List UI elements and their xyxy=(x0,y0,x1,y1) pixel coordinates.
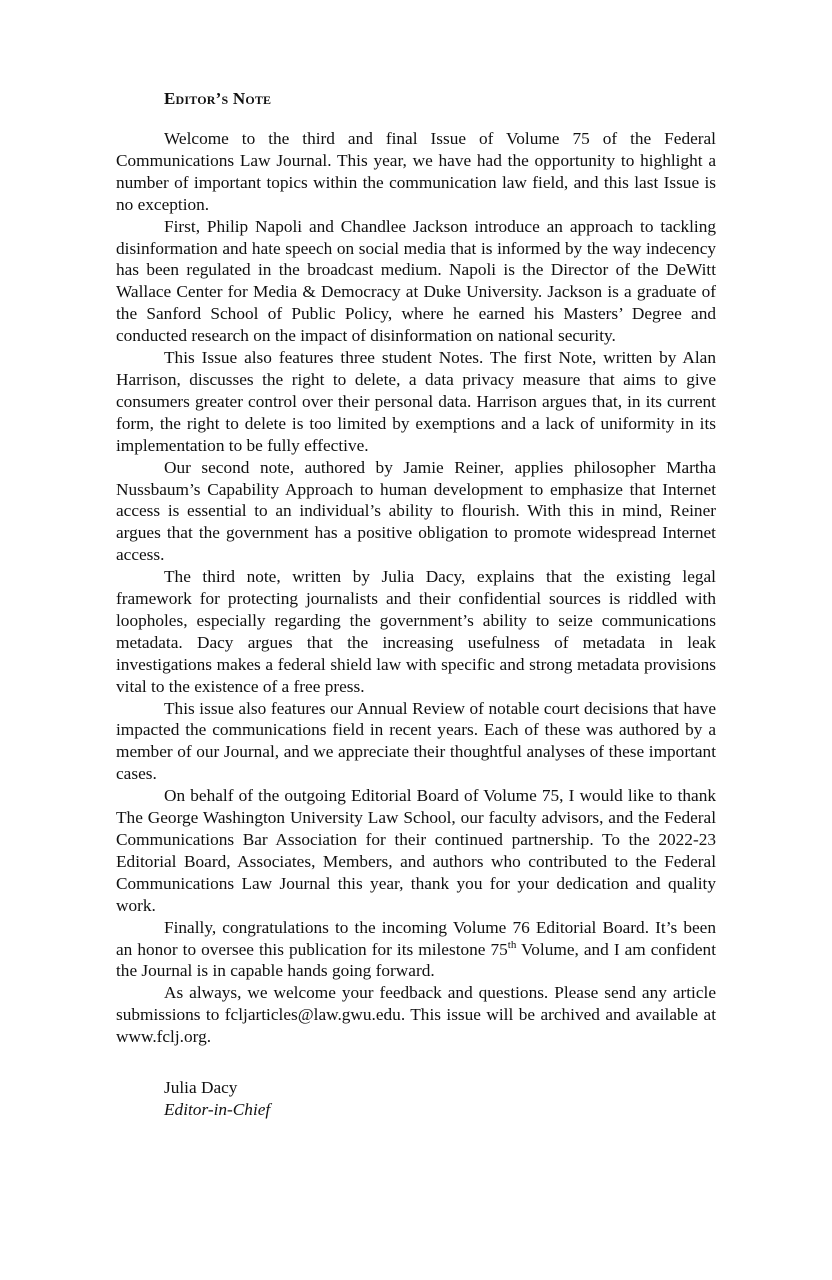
paragraph-welcome: Welcome to the third and final Issue of Volume 75 of the Federal Communications Law Journal. This year, we have had the opportunity to highlight a number of important topics within the communication law field, and this last Issue is no exception. xyxy=(116,129,716,214)
page-title: Editor’s Note xyxy=(164,89,272,108)
milestone-text-after: Volume, and I am confident the Journal is in capable hands going forward. xyxy=(116,939,716,981)
paragraph-milestone xyxy=(116,917,716,983)
paragraph-reiner-note: Our second note, authored by Jamie Reiner, applies philosopher Martha Nussbaum’s Capability Approach to human development to emphasize that Internet access is essential to an individual’s ability to flourish. With this in mind, Reiner argues that the government has a positive obligation to promote widespread Internet access. xyxy=(116,457,716,565)
signature-title: Editor-in-Chief xyxy=(164,1100,271,1120)
signature-block xyxy=(164,1077,716,1121)
paragraph-closing: As always, we welcome your feedback and questions. Please send any article submissions to fcljarticles@law.gwu.edu. This issue will be archived and available at www.fclj.org. xyxy=(116,983,716,1047)
paragraph-harrison-note: This Issue also features three student Notes. The first Note, written by Alan Harrison, discusses the right to delete, a data privacy measure that aims to give consumers greater control over their personal data. Harrison argues that, in its current form, the right to delete is too limited by exemptions and a lack of uniformity in its implementation to be fully effective. xyxy=(116,348,716,455)
milestone-text-before: Finally, congratulations to the incoming Volume 76 Editorial Board. It’s been an honor to oversee this publication for its milestone 75 xyxy=(116,917,716,959)
editors-note-page xyxy=(116,86,716,1121)
paragraph-acknowledgements: On behalf of the outgoing Editorial Board of Volume 75, I would like to thank The George Washington University Law School, our faculty advisors, and the Federal Communications Bar Association for their continued partnership. To the 2022-23 Editorial Board, Associates, Members, and authors who contributed to the Federal Communications Law Journal this year, thank you for your dedication and quality work. xyxy=(116,786,716,915)
paragraph-napoli-jackson: First, Philip Napoli and Chandlee Jackson introduce an approach to tackling disinformation and hate speech on social media that is informed by the way indecency has been regulated in the broadcast medium. Napoli is the Director of the DeWitt Wallace Center for Media & Democracy at Duke University. Jackson is a graduate of the Sanford School of Public Policy, where he earned his Masters’ Degree and conducted research on the impact of disinformation on national security. xyxy=(116,216,716,346)
note-body xyxy=(116,128,716,1048)
signature-name: Julia Dacy xyxy=(164,1078,238,1098)
paragraph-dacy-note: The third note, written by Julia Dacy, explains that the existing legal framework for protecting journalists and their confidential sources is riddled with loopholes, especially regarding the government’s ability to seize communications metadata. Dacy argues that the increasing usefulness of metadata in leak investigations makes a federal shield law with specific and strong metadata provisions vital to the existence of a free press. xyxy=(116,567,716,696)
paragraph-annual-review: This issue also features our Annual Review of notable court decisions that have impacted the communications field in recent years. Each of these was authored by a member of our Journal, and we appreciate their thoughtful analyses of these important cases. xyxy=(116,698,716,784)
ordinal-superscript: th xyxy=(507,938,517,951)
